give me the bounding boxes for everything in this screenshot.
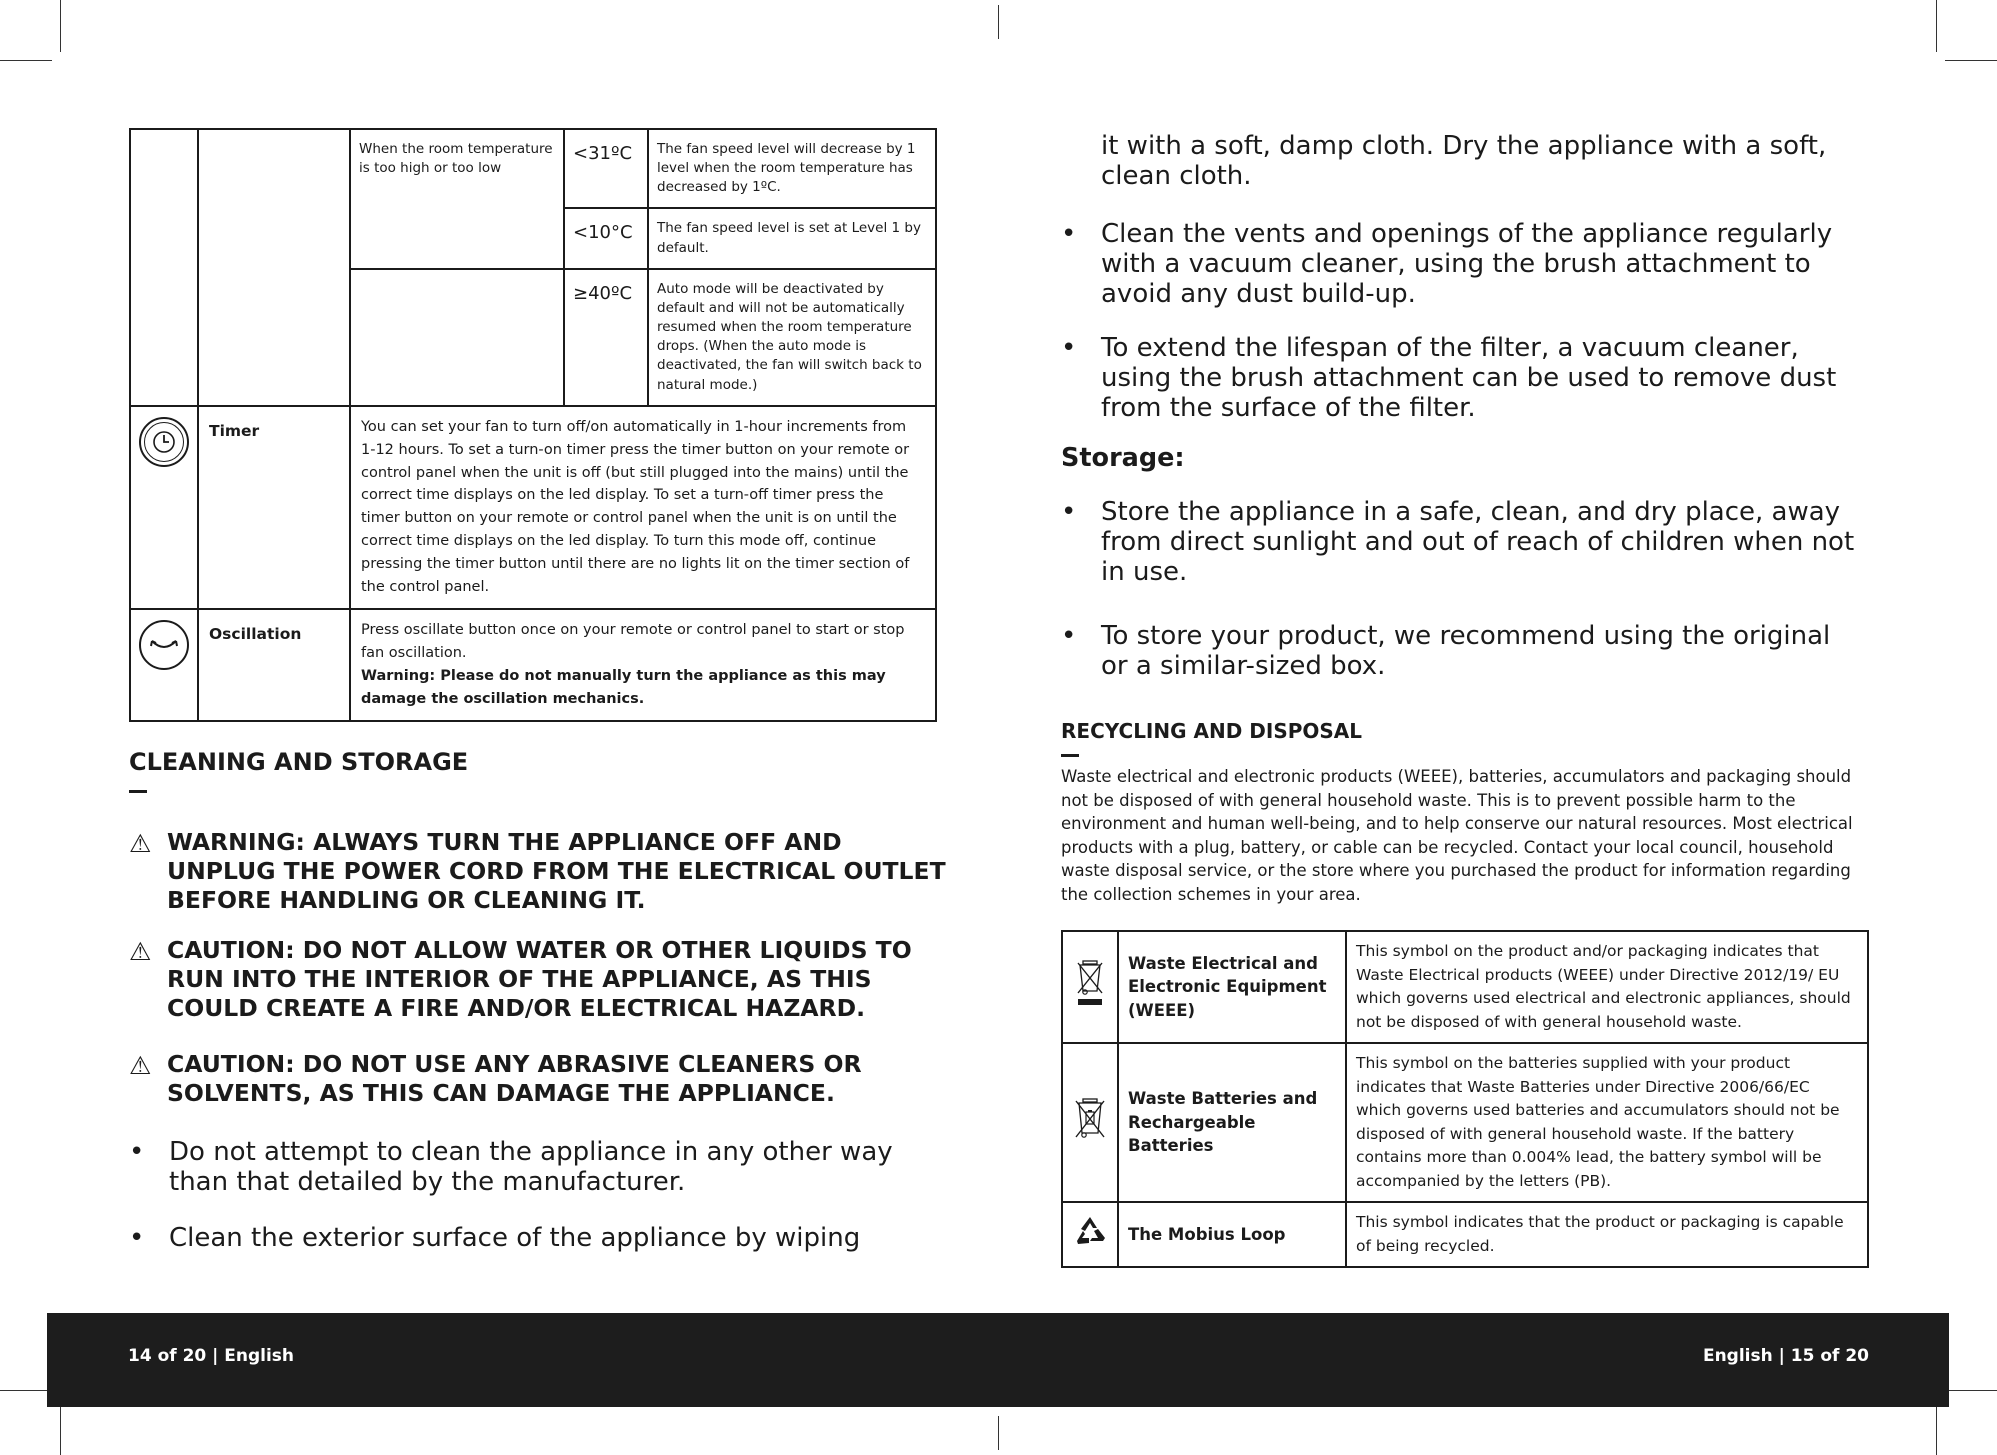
cleaning-heading: CLEANING AND STORAGE (129, 748, 469, 776)
caution-block (129, 936, 957, 1023)
threshold-text: The fan speed level will decrease by 1 level when the room temperature has decreased by 1ºC. (648, 129, 936, 208)
timer-description: You can set your fan to turn off/on automatically in 1-hour increments from 1-12 hours. To set a turn-on timer press the timer button on your remote or control panel when the unit is off (but still plugged into the mains) until the correct time displays on the led display. To set a turn-off timer press the timer button on your remote or control panel when the unit is on until the correct time displays on the led display. To turn this mode off, continue pressing the timer button until there are no lights lit on the timer section of the control panel. (350, 406, 936, 609)
oscillation-icon-cell (130, 609, 198, 721)
bullet-item: • Clean the vents and openings of the appliance regularly with a vacuum cleaner, using the brush attachment to avoid any dust build-up. (1061, 219, 1833, 309)
symbol-description: This symbol on the batteries supplied with your product indicates that Waste Batteries under Directive 2006/66/EC which governs used batteries and accumulators should not be disposed of with general household waste. If the battery contains more than 0.004% lead, the battery symbol will be accompanied by the letters (PB). (1346, 1043, 1868, 1202)
continuation-text: it with a soft, damp cloth. Dry the appliance with a soft, clean cloth. (1101, 131, 1827, 191)
warning-triangle-icon: ⚠ (129, 937, 152, 966)
symbol-description: This symbol indicates that the product or packaging is capable of being recycled. (1346, 1202, 1868, 1267)
symbol-name: Waste Batteries and Rechargeable Batteries (1118, 1043, 1346, 1202)
threshold-text: The fan speed level is set at Level 1 by default. (648, 208, 936, 268)
bullet-item: • Store the appliance in a safe, clean, and dry place, away from direct sunlight and out of reach of children when not in use. (1061, 497, 1855, 587)
recycling-paragraph: Waste electrical and electronic products (WEEE), batteries, accumulators and packaging should not be disposed of with general household waste. This is to prevent possible harm to the environment and human well-being, and to help conserve our natural resources. Most electrical products with a plug, battery, or cable can be recycled. Contact your local council, household waste disposal service, or the store where you purchased the product for information regarding the collection schemes in your area. (1061, 767, 1853, 904)
recycling-heading: RECYCLING AND DISPOSAL (1061, 719, 1363, 743)
symbol-name: Waste Electrical and Electronic Equipment (WEEE) (1118, 931, 1346, 1043)
warning-text: WARNING: ALWAYS TURN THE APPLIANCE OFF AND UNPLUG THE POWER CORD FROM THE ELECTRICAL OUTLET BEFORE HANDLING OR CLEANING IT. (167, 828, 946, 914)
timer-icon-cell (130, 406, 198, 609)
oscillation-description (350, 609, 936, 721)
crop-mark (1936, 1403, 1937, 1455)
footer-page-right: English | 15 of 20 (1702, 1346, 1869, 1366)
blank-name-cell (198, 129, 350, 406)
caution-text: CAUTION: DO NOT USE ANY ABRASIVE CLEANERS OR SOLVENTS, AS THIS CAN DAMAGE THE APPLIANCE. (167, 1050, 862, 1107)
crop-mark (998, 1416, 999, 1450)
oscillation-icon (139, 620, 189, 670)
blank-icon-cell (130, 129, 198, 406)
bullet-item: • Clean the exterior surface of the appliance by wiping (129, 1223, 861, 1253)
crop-mark (1945, 60, 1997, 61)
oscillation-text: Press oscillate button once on your remote or control panel to start or stop fan oscillation. (361, 621, 905, 661)
blank-condition-cell (350, 269, 564, 406)
crop-mark (998, 5, 999, 39)
clock-icon (139, 417, 189, 467)
heading-dash (1061, 754, 1079, 757)
threshold-text: Auto mode will be deactivated by default and will not be automatically resumed when the room temperature drops. (When the auto mode is deactivated, the fan will switch back to natural mode.) (648, 269, 936, 406)
crop-mark (60, 0, 61, 52)
symbol-description: This symbol on the product and/or packaging indicates that Waste Electrical products (WEEE) under Directive 2012/19/ EU which governs used electrical and electronic appliances, should not be disposed of with general household waste. (1346, 931, 1868, 1043)
caution-text: CAUTION: DO NOT ALLOW WATER OR OTHER LIQUIDS TO RUN INTO THE INTERIOR OF THE APPLIANCE, AS THIS COULD CREATE A FIRE AND/OR ELECTRICAL HAZARD. (167, 936, 912, 1022)
mobius-loop-icon (1072, 1214, 1108, 1248)
threshold-temp: <10°C (564, 208, 648, 268)
disposal-symbols-table (1061, 930, 1869, 1268)
oscillation-name: Oscillation (198, 609, 350, 721)
oscillation-warning: Warning: Please do not manually turn the appliance as this may damage the oscillation mechanics. (361, 667, 886, 707)
crop-mark (60, 1403, 61, 1455)
crop-mark (0, 1390, 52, 1391)
crossed-bin-icon (1074, 957, 1106, 1009)
crop-mark (1945, 1390, 1997, 1391)
footer-page-left: 14 of 20 | English (128, 1346, 295, 1366)
warning-triangle-icon: ⚠ (129, 1051, 152, 1080)
crop-mark (1936, 0, 1937, 52)
bullet-item: • Do not attempt to clean the appliance in any other way than that detailed by the manufacturer. (129, 1137, 893, 1197)
page-footer (47, 1313, 1949, 1407)
storage-heading: Storage: (1061, 443, 1185, 473)
symbol-cell (1062, 1043, 1118, 1202)
warning-block (129, 828, 957, 915)
bullet-item: • To store your product, we recommend using the original or a similar-sized box. (1061, 621, 1831, 681)
crossed-bin-battery-icon (1071, 1096, 1109, 1142)
bullet-item: • To extend the lifespan of the filter, a vacuum cleaner, using the brush attachment can be used to remove dust from the surface of the filter. (1061, 333, 1837, 423)
feature-table (129, 128, 937, 722)
symbol-cell (1062, 1202, 1118, 1267)
symbol-name: The Mobius Loop (1118, 1202, 1346, 1267)
symbol-cell (1062, 931, 1118, 1043)
threshold-temp: ≥40ºC (564, 269, 648, 406)
auto-condition: When the room temperature is too high or too low (350, 129, 564, 269)
warning-triangle-icon: ⚠ (129, 829, 152, 858)
crop-mark (0, 60, 52, 61)
timer-name: Timer (198, 406, 350, 609)
threshold-temp: <31ºC (564, 129, 648, 208)
caution-block (129, 1050, 957, 1108)
heading-dash (129, 790, 147, 793)
